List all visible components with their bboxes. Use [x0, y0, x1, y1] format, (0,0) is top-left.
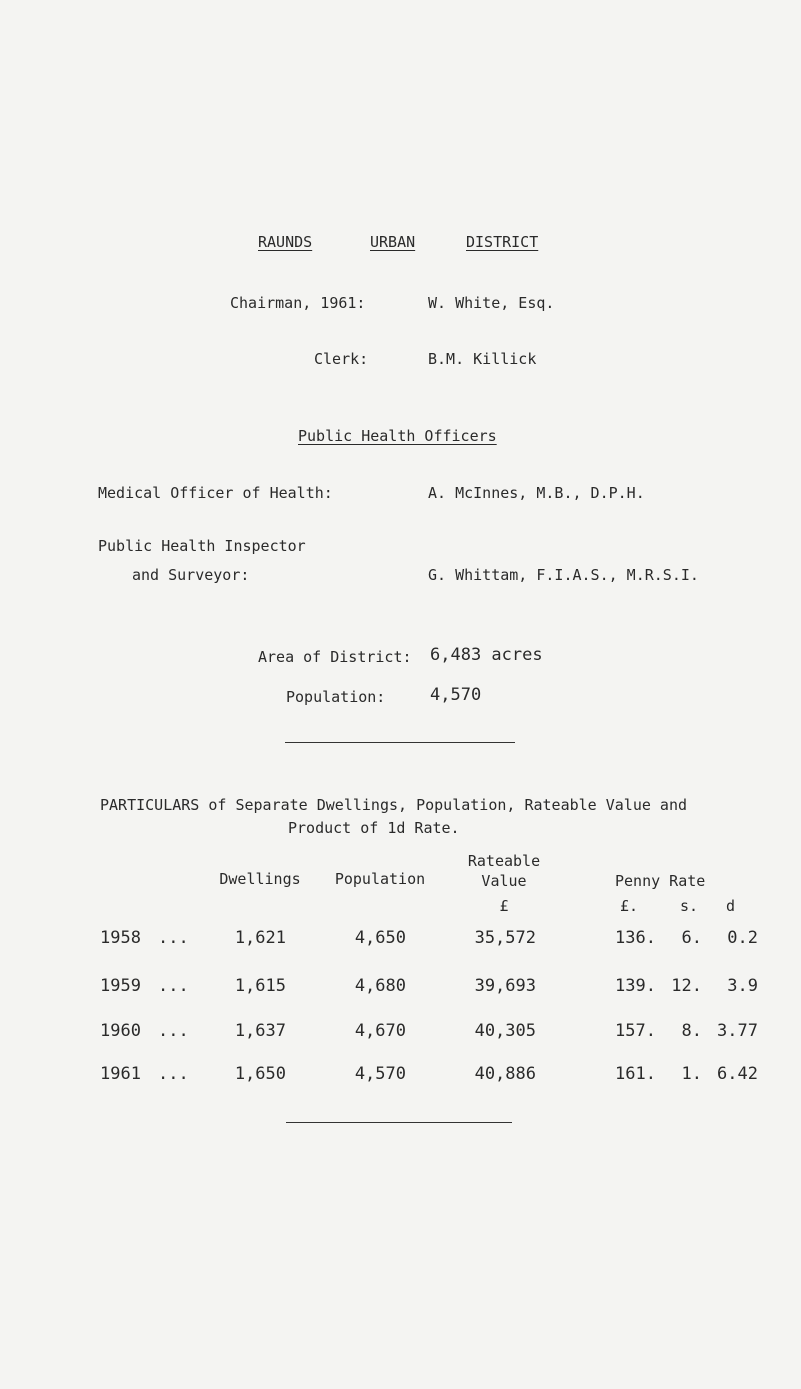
row-population: 4,680	[354, 976, 406, 996]
row-population: 4,670	[354, 1021, 406, 1041]
area-value: 6,483 acres	[430, 645, 543, 665]
row-leader-dots: ...	[158, 1021, 189, 1041]
area-label: Area of District:	[258, 648, 412, 666]
heading-urban: URBAN	[370, 233, 416, 251]
clerk-value: B.M. Killick	[428, 350, 537, 368]
row-penny-pence: 0.2	[727, 928, 758, 948]
row-population: 4,650	[354, 928, 406, 948]
particulars-title-line2: Product of 1d Rate.	[288, 819, 460, 837]
row-year: 1958	[100, 928, 141, 948]
row-rateable-value: 35,572	[474, 928, 536, 948]
row-penny-pounds: 157.	[615, 1021, 656, 1041]
row-leader-dots: ...	[158, 976, 189, 996]
row-penny-shillings: 8.	[681, 1021, 702, 1041]
heading-district: DISTRICT	[466, 233, 539, 251]
heading-raunds: RAUNDS	[258, 233, 313, 251]
col-header-dwellings: Dwellings	[219, 870, 301, 888]
row-rateable-value: 40,886	[474, 1064, 536, 1084]
col-header-rateable-unit: £	[499, 897, 509, 915]
row-dwellings: 1,621	[234, 928, 286, 948]
row-penny-shillings: 12.	[671, 976, 702, 996]
row-dwellings: 1,637	[234, 1021, 286, 1041]
population-value: 4,570	[430, 685, 482, 705]
particulars-title-line1: PARTICULARS of Separate Dwellings, Population, Rateable Value and	[100, 796, 687, 814]
col-header-pence: d	[726, 897, 736, 915]
row-penny-pence: 3.9	[727, 976, 758, 996]
phi-value: G. Whittam, F.I.A.S., M.R.S.I.	[428, 566, 699, 584]
phi-label-line2: and Surveyor:	[132, 566, 250, 584]
col-header-penny-rate: Penny Rate	[615, 872, 706, 890]
divider-top	[285, 742, 515, 743]
row-penny-pounds: 139.	[615, 976, 656, 996]
row-leader-dots: ...	[158, 1064, 189, 1084]
col-header-population: Population	[334, 870, 426, 888]
population-label: Population:	[286, 688, 386, 706]
row-year: 1961	[100, 1064, 141, 1084]
col-header-rateable-line1: Rateable	[467, 852, 541, 870]
row-rateable-value: 40,305	[474, 1021, 536, 1041]
divider-bottom	[286, 1122, 512, 1123]
moh-label: Medical Officer of Health:	[98, 484, 333, 502]
row-rateable-value: 39,693	[474, 976, 536, 996]
clerk-label: Clerk:	[314, 350, 369, 368]
row-leader-dots: ...	[158, 928, 189, 948]
col-header-rateable-line2: Value	[481, 872, 527, 890]
moh-value: A. McInnes, M.B., D.P.H.	[428, 484, 645, 502]
chairman-value: W. White, Esq.	[428, 294, 555, 312]
row-penny-pence: 3.77	[717, 1021, 758, 1041]
row-population: 4,570	[354, 1064, 406, 1084]
col-header-shillings: s.	[680, 897, 699, 915]
row-penny-pounds: 161.	[615, 1064, 656, 1084]
row-year: 1959	[100, 976, 141, 996]
row-penny-shillings: 6.	[681, 928, 702, 948]
officers-title: Public Health Officers	[298, 427, 497, 445]
row-dwellings: 1,650	[234, 1064, 286, 1084]
row-penny-pounds: 136.	[615, 928, 656, 948]
row-year: 1960	[100, 1021, 141, 1041]
col-header-pounds: £.	[620, 897, 639, 915]
row-penny-pence: 6.42	[717, 1064, 758, 1084]
chairman-label: Chairman, 1961:	[230, 294, 366, 312]
row-dwellings: 1,615	[234, 976, 286, 996]
phi-label-line1: Public Health Inspector	[98, 537, 306, 555]
row-penny-shillings: 1.	[681, 1064, 702, 1084]
